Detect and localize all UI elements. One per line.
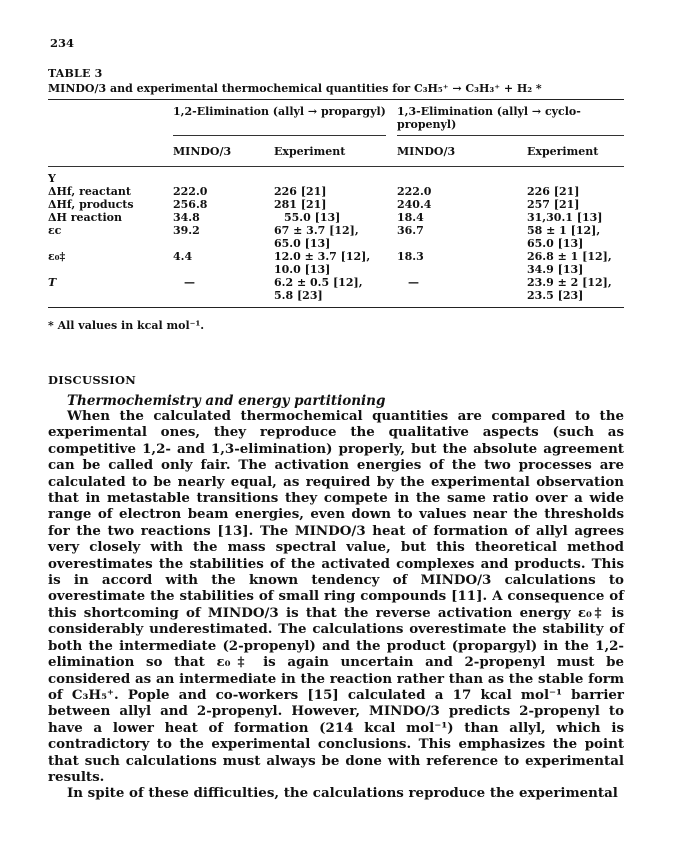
col-header-exp-1: Experiment bbox=[274, 145, 346, 158]
cell-mindo-1: 34.8 bbox=[173, 211, 200, 224]
paragraph: In spite of these difficulties, the calculations reproduce the experimental bbox=[67, 785, 618, 802]
page-number: 234 bbox=[50, 36, 75, 50]
row-label: T bbox=[48, 276, 57, 289]
cell-exp-2: 23.5 [23] bbox=[527, 289, 584, 302]
cell-exp-2: 65.0 [13] bbox=[527, 237, 584, 250]
cell-exp-2: 31,30.1 [13] bbox=[527, 211, 603, 224]
cell-exp-2: 34.9 [13] bbox=[527, 263, 584, 276]
group-header-2: 1,3-Elimination (allyl → cyclo- bbox=[397, 105, 581, 118]
group-header-1: 1,2-Elimination (allyl → propargyl) bbox=[173, 105, 386, 118]
cell-exp-1: 6.2 ± 0.5 [12], bbox=[274, 276, 363, 289]
cell-exp-1: 10.0 [13] bbox=[274, 263, 331, 276]
cell-exp-1: 55.0 [13] bbox=[284, 211, 341, 224]
table-header-rule bbox=[48, 166, 624, 167]
group-header-2-continued: propenyl) bbox=[397, 118, 457, 131]
row-label: εc bbox=[48, 224, 62, 237]
cell-exp-2: 226 [21] bbox=[527, 185, 580, 198]
section-heading: DISCUSSION bbox=[48, 373, 137, 387]
cell-exp-1: 226 [21] bbox=[274, 185, 327, 198]
cell-mindo-1: 222.0 bbox=[173, 185, 208, 198]
table-label: TABLE 3 bbox=[48, 67, 103, 80]
row-label: ΔHf, reactant bbox=[48, 185, 131, 198]
cell-mindo-2: 240.4 bbox=[397, 198, 432, 211]
table-footnote: * All values in kcal mol⁻¹. bbox=[48, 319, 205, 332]
cell-exp-1: 12.0 ± 3.7 [12], bbox=[274, 250, 371, 263]
cell-exp-2: 26.8 ± 1 [12], bbox=[527, 250, 612, 263]
cell-mindo-1: — bbox=[184, 276, 195, 289]
paragraph: When the calculated thermochemical quantities are compared to the experimental ones, they reproduce the qualitative aspects (such as competitive 1,2- and 1,3-elimination) properly, but the absolute agreement can be called only fair. The activation energies of the two processes are calculated to be nearly equal, as required by the experimental observation that in metastable transitions they compete in the same ratio over a wide range of electron beam energies, even down to values near the thresholds for the two reactions [13]. The MINDO/3 heat of formation of allyl agrees very closely with the mass spectral value, but this theoretical method overestimates the stabilities of the activated complexes and products. This is in accord with the known tendency of MINDO/3 calculations to overestimate the stabilities of small ring compounds [11]. A consequence of this shortcoming of MINDO/3 is that the reverse activation energy ε₀‡ is considerably underestimated. The calculations overestimate the stability of both the intermediate (2-propenyl) and the product (propargyl) in the 1,2-elimination so that ε₀‡ is again uncertain and 2-propenyl must be considered as an intermediate in the reaction rather than as the stable form of C₃H₅⁺. Pople and co-workers [15] calculated a 17 kcal mol⁻¹ barrier between allyl and 2-propenyl. However, MINDO/3 predicts 2-propenyl to have a lower heat of formation (214 kcal mol⁻¹) than allyl, which is contradictory to the experimental conclusions. This emphasizes the point that such calculations must always be done with reference to experimental results. bbox=[48, 408, 624, 785]
row-label: ΔH reaction bbox=[48, 211, 122, 224]
section-subheading: Thermochemistry and energy partitioning bbox=[67, 393, 386, 409]
col-header-mindo-1: MINDO/3 bbox=[173, 145, 232, 158]
cell-mindo-2: — bbox=[408, 276, 419, 289]
group-rule-left bbox=[173, 135, 386, 136]
row-label: ε₀‡ bbox=[48, 250, 66, 263]
row-label: ΔHf, products bbox=[48, 198, 134, 211]
table-bottom-rule bbox=[48, 307, 624, 308]
cell-mindo-2: 18.4 bbox=[397, 211, 424, 224]
cell-mindo-1: 256.8 bbox=[173, 198, 208, 211]
cell-exp-1: 65.0 [13] bbox=[274, 237, 331, 250]
cell-exp-1: 5.8 [23] bbox=[274, 289, 323, 302]
cell-exp-2: 257 [21] bbox=[527, 198, 580, 211]
cell-mindo-2: 18.3 bbox=[397, 250, 424, 263]
row-label: Y bbox=[48, 172, 56, 185]
cell-exp-1: 281 [21] bbox=[274, 198, 327, 211]
group-rule-right bbox=[397, 135, 624, 136]
body-text bbox=[48, 408, 624, 802]
col-header-exp-2: Experiment bbox=[527, 145, 599, 158]
table-caption: MINDO/3 and experimental thermochemical quantities for C₃H₅⁺ → C₃H₃⁺ + H₂ * bbox=[48, 82, 542, 95]
table-top-rule bbox=[48, 99, 624, 100]
cell-mindo-1: 4.4 bbox=[173, 250, 193, 263]
cell-mindo-2: 222.0 bbox=[397, 185, 432, 198]
cell-exp-2: 58 ± 1 [12], bbox=[527, 224, 601, 237]
cell-exp-2: 23.9 ± 2 [12], bbox=[527, 276, 612, 289]
cell-mindo-1: 39.2 bbox=[173, 224, 200, 237]
cell-mindo-2: 36.7 bbox=[397, 224, 424, 237]
cell-exp-1: 67 ± 3.7 [12], bbox=[274, 224, 359, 237]
col-header-mindo-2: MINDO/3 bbox=[397, 145, 456, 158]
